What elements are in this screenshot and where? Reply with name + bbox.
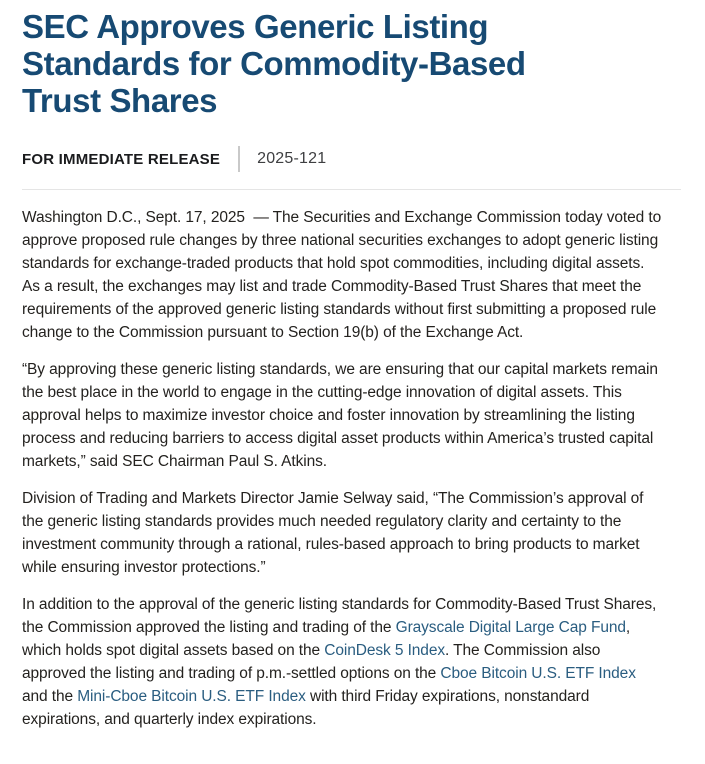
link-coindesk-5-index[interactable]: CoinDesk 5 Index <box>324 642 445 659</box>
paragraph-additional-approvals <box>22 593 664 731</box>
page-title-line-1: SEC Approves Generic Listing <box>22 8 489 45</box>
paragraph-text-segment: , which holds spot digital assets based on the <box>22 619 631 659</box>
page-title <box>22 8 681 119</box>
article-body <box>22 206 681 731</box>
paragraph-text-segment: and the <box>22 688 78 705</box>
page-title-line-2: Standards for Commodity-Based <box>22 45 526 82</box>
paragraph-chairman-quote: “By approving these generic listing standards, we are ensuring that our capital markets remain the best place in the world to engage in the cutting-edge innovation of digital assets. This approval helps to maximize investor choice and foster innovation by streamlining the listing process and reducing barriers to access digital asset products within America’s trusted capital markets,” said SEC Chairman Paul S. Atkins. <box>22 361 658 470</box>
release-label: FOR IMMEDIATE RELEASE <box>22 150 221 168</box>
paragraph-director-quote: Division of Trading and Markets Director Jamie Selway said, “The Commission’s approval of the generic listing standards provides much needed regulatory clarity and certainty to the investment community through a rational, rules-based approach to bring products to market while ensuring investor protections.” <box>22 490 644 576</box>
page-title-line-3: Trust Shares <box>22 82 218 119</box>
vertical-divider <box>238 146 240 172</box>
paragraph-dateline: Washington D.C., Sept. 17, 2025 — The Securities and Exchange Commission today voted to approve proposed rule changes by three national securities exchanges to adopt generic listing standards for exchange-traded products that hold spot commodities, including digital assets. As a result, the exchanges may list and trade Commodity-Based Trust Shares that meet the requirements of the approved generic listing standards without first submitting a proposed rule change to the Commission pursuant to Section 19(b) of the Exchange Act. <box>22 209 662 341</box>
press-release-page <box>0 8 705 731</box>
release-number: 2025-121 <box>257 150 327 167</box>
link-grayscale-digital-large-cap-fund[interactable]: Grayscale Digital Large Cap Fund <box>395 619 626 636</box>
link-mini-cboe-bitcoin-us-etf-index[interactable]: Mini-Cboe Bitcoin U.S. ETF Index <box>77 688 306 705</box>
paragraph-text-segment: . The Commission also approved the listing and trading of p.m.-settled options on the <box>22 642 601 682</box>
release-info-row <box>22 146 681 172</box>
paragraph-text-segment: with third Friday expirations, nonstandard expirations, and quarterly index expirations. <box>22 688 590 728</box>
link-cboe-bitcoin-us-etf-index[interactable]: Cboe Bitcoin U.S. ETF Index <box>440 665 636 682</box>
paragraph-text-segment: In addition to the approval of the generic listing standards for Commodity-Based Trust Shares, the Commission approved the listing and trading of the <box>22 596 657 636</box>
horizontal-divider <box>22 189 681 190</box>
